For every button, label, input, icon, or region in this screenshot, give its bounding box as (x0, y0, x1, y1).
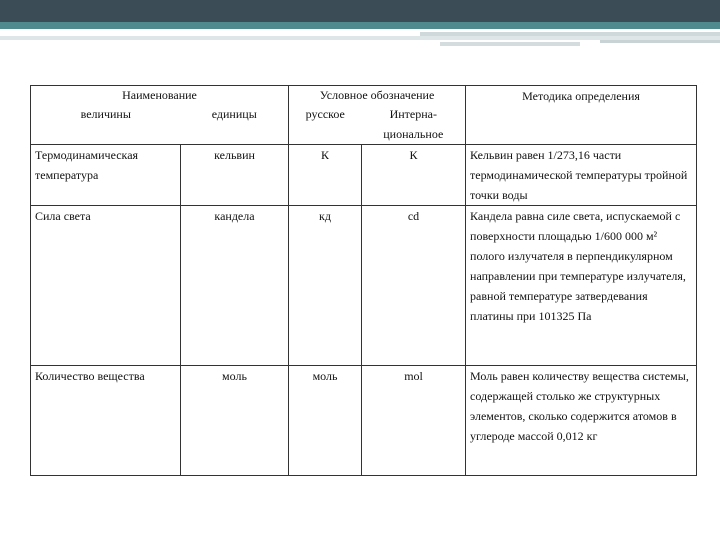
row-method: Моль равен количеству вещества системы, содержащей столько же структурных элементов, сколько содержится атомов в углероде массой 0,012 кг (466, 366, 697, 476)
header-international: Интерна- циональное (362, 104, 466, 145)
header-band-dark (0, 0, 720, 22)
row-russian-symbol: моль (289, 366, 362, 476)
header-band-light (600, 40, 720, 43)
row-international-symbol: К (362, 145, 466, 206)
header-band-light (440, 42, 580, 46)
header-band-teal (0, 22, 720, 29)
header-russian: русское (289, 104, 362, 145)
row-international-symbol: mol (362, 366, 466, 476)
row-unit: моль (181, 366, 289, 476)
row-quantity: Термодинамическая температура (31, 145, 181, 206)
header-method: Методика определения (466, 86, 697, 145)
row-quantity: Количество вещества (31, 366, 181, 476)
row-method: Кельвин равен 1/273,16 части термодинамической температуры тройной точки воды (466, 145, 697, 206)
header-name-group: Наименование (31, 86, 289, 105)
row-russian-symbol: кд (289, 206, 362, 366)
row-russian-symbol: К (289, 145, 362, 206)
header-quantity: величины (31, 104, 181, 145)
row-method: Кандела равна силе света, испускаемой с поверхности площадью 1/600 000 м² полого излучателя в перпендикулярном направлении при температуре излучателя, равной температуре затвердевания платины при 101325 Па (466, 206, 697, 366)
row-international-symbol: cd (362, 206, 466, 366)
table-header-row (31, 86, 697, 105)
header-symbol-group: Условное обозначение (289, 86, 466, 105)
table-row (31, 206, 697, 366)
table-row (31, 145, 697, 206)
row-unit: кандела (181, 206, 289, 366)
row-unit: кельвин (181, 145, 289, 206)
header-unit: единицы (181, 104, 289, 145)
table-row (31, 366, 697, 476)
row-quantity: Сила света (31, 206, 181, 366)
si-units-table (30, 85, 697, 476)
